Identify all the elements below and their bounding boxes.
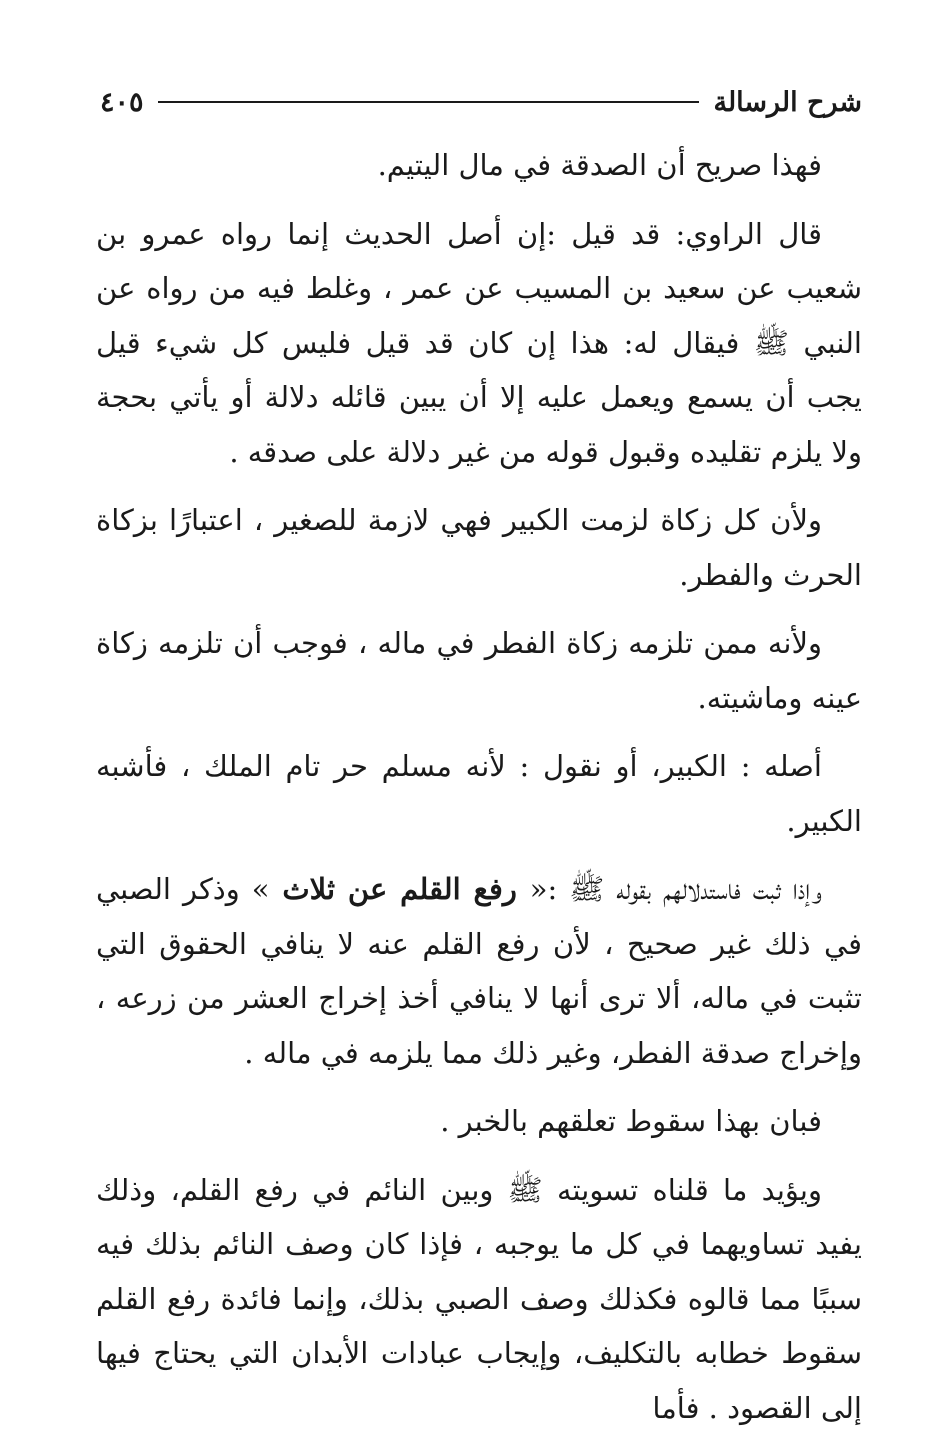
paragraph: فهذا صريح أن الصدقة في مال اليتيم.	[377, 148, 822, 182]
page-number: ٤٠٥	[100, 86, 144, 118]
paragraph: فبان بهذا سقوط تعلقهم بالخبر .	[440, 1104, 822, 1138]
header-rule	[158, 101, 700, 103]
paragraph: ولأن كل زكاة لزمت الكبير فهي لازمة للصغير ، اعتبارًا بزكاة الحرث والفطر.	[96, 503, 862, 592]
hadith-paragraph	[96, 862, 862, 1080]
hadith-quote: رفع القلم عن ثلاث	[269, 872, 530, 906]
paragraph: أصله : الكبير، أو نقول : لأنه مسلم حر تام الملك ، فأشبه الكبير.	[96, 749, 862, 838]
paragraph: ولأنه ممن تلزمه زكاة الفطر في ماله ، فوجب أن تلزمه زكاة عينه وماشيته.	[96, 626, 862, 715]
book-title: شرح الرسالة	[713, 86, 862, 118]
hadith-commentary: » وذكر الصبي في ذلك غير صحيح ، لأن رفع القلم عنه لا ينافي الحقوق التي تثبت في ماله، ألا ترى أنها لا ينافي أخذ إخراج العشر من زرعه ، وإخراج صدقة الفطر، وغير ذلك مما يلزمه في ماله .	[96, 872, 862, 1070]
running-header	[100, 80, 862, 124]
paragraph: قال الراوي: قد قيل :إن أصل الحديث إنما رواه عمرو بن شعيب عن سعيد بن المسيب عن عمر ، وغلط فيه من رواه عن النبي ﷺ فيقال له: هذا إن كان قد قيل فليس كل شيء قيل يجب أن يسمع ويعمل عليه إلا أن يبين قائله دلالة أو يأتي بحجة ولا يلزم تقليده وقبول قوله من غير دلالة على صدقه .	[96, 216, 862, 469]
paragraph: ويؤيد ما قلناه تسويته ﷺ وبين النائم في رفع القلم، وذلك يفيد تساويهما في كل ما يوجبه ، فإذا كان وصف النائم بذلك فيه سببًا مما قالوه فكذلك وصف الصبي بذلك، وإنما فائدة رفع القلم سقوط خطابه بالتكليف، وإيجاب عبادات الأبدان التي يحتاج فيها إلى القصود . فأما	[96, 1172, 862, 1425]
page-body	[96, 138, 862, 1449]
hadith-intro: وإذا ثبت فاستدلالهم بقوله ﷺ :«	[529, 872, 822, 906]
